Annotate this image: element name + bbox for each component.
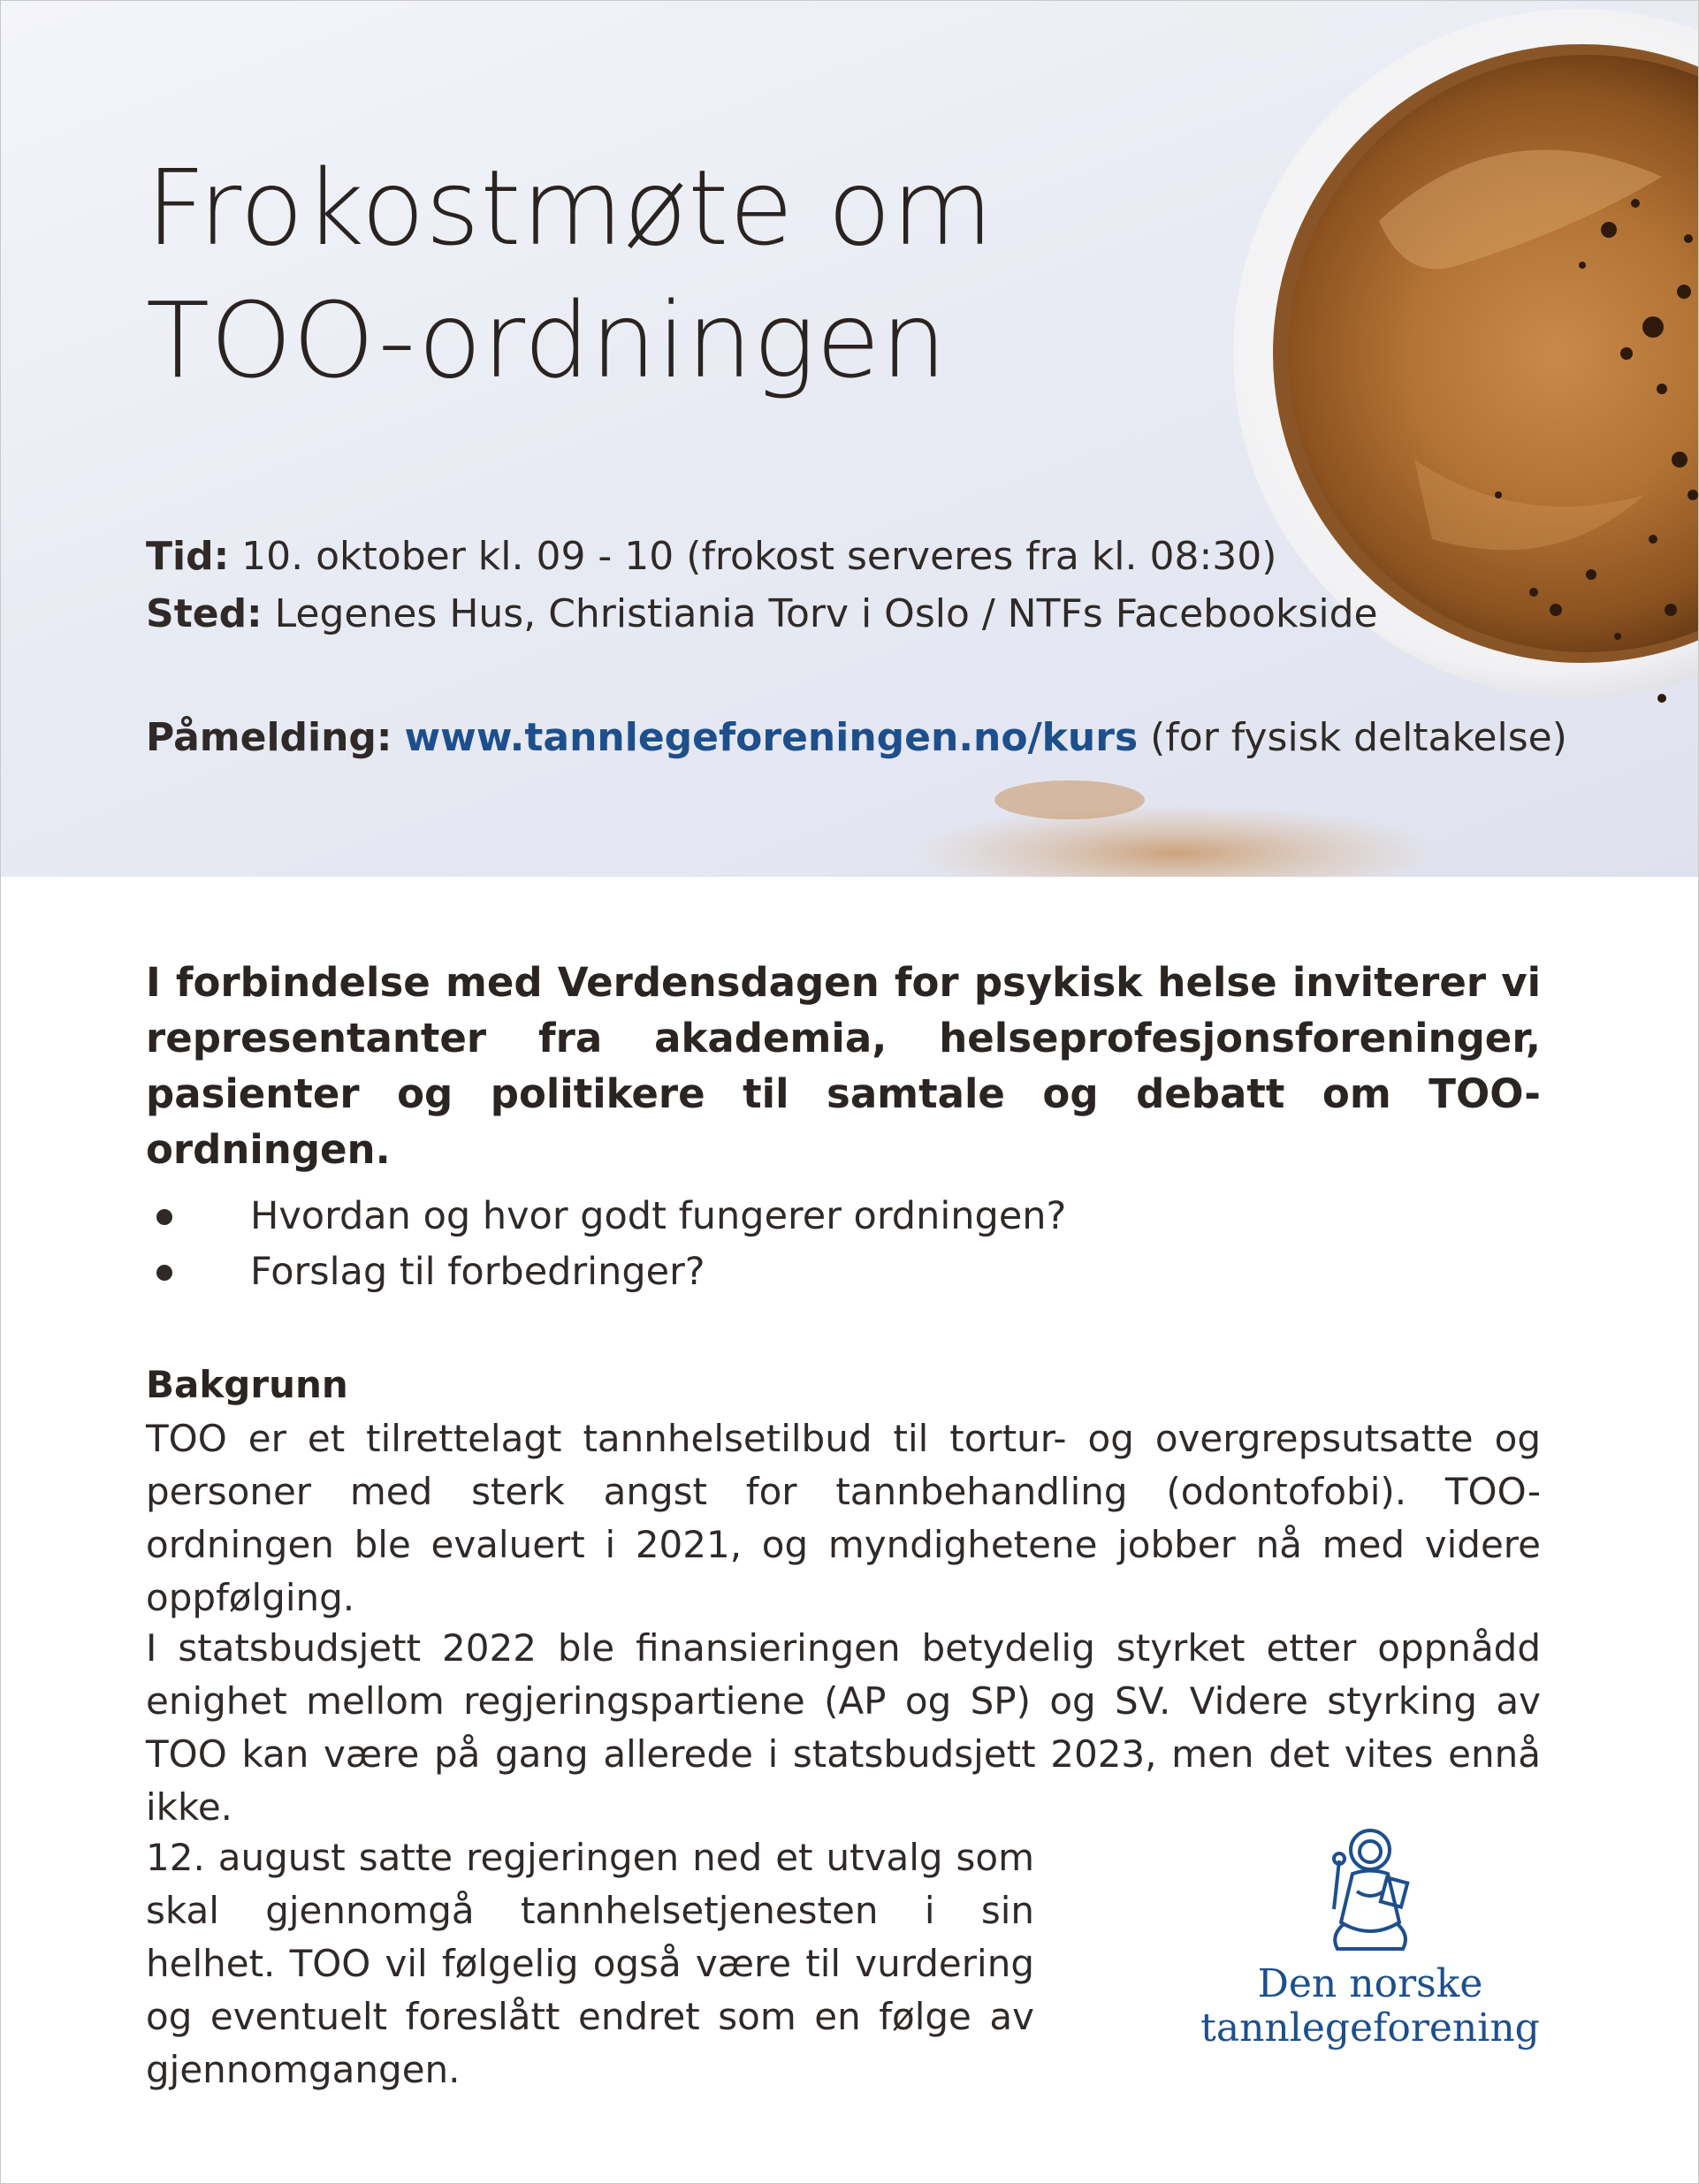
registration-link[interactable]: www.tannlegeforeningen.no/kurs [404,715,1139,760]
place-value: Legenes Hus, Christiania Torv i Oslo / NTFs Facebookside [262,591,1378,636]
title-line-2: TOO-ordningen [146,279,948,401]
background-paragraph-1: TOO er et tilrettelagt tannhelsetilbud til tortur- og overgrepsutsatte og personer med sterk angst for tannbehandling (odontofobi). TOO-ordningen ble evaluert i 2021, og myndighetene jobber nå med videre oppfølging. [146,1417,1541,1619]
saint-apollonia-icon [1322,1825,1419,1953]
page-title [146,141,1207,407]
logo-line-2: tannlegeforening [1200,2005,1540,2051]
background-paragraph-2: I statsbudsjett 2022 ble finansieringen betydelig styrket etter oppnådd enighet mellom regjeringspartiene (AP og SP) og SV. Videre styrking av TOO kan være på gang allerede i statsbudsjett 2023, men det vites ennå ikke. [146,1626,1541,1829]
organization-name [1193,1962,1547,2051]
time-value: 10. oktober kl. 09 - 10 (frokost serveres fra kl. 08:30) [229,534,1277,579]
logo-line-1: Den norske [1257,1961,1483,2006]
title-line-1: Frokostmøte om [146,147,994,269]
question-list [146,1189,1472,1300]
background-paragraph-3: 12. august satte regjeringen ned et utvalg som skal gjennomgå tannhelsetjenesten i sin helhet. TOO vil følgelig også være til vurdering og eventuelt foreslått endret som en følge av gjennomgangen. [146,1836,1034,2091]
registration-note: (for fysisk deltakelse) [1138,715,1567,760]
place-label: Sted: [146,591,263,636]
event-registration [146,712,1604,765]
lead-paragraph: I forbindelse med Verdensdagen for psykisk helse inviterer vi representanter fra akademia, helseprofesjonsforeninger, pasienter og politikere til samtale og debatt om TOO-ordningen. [146,959,1541,1173]
hero-banner [0,0,1699,877]
list-item: Hvordan og hvor godt fungerer ordningen? [146,1189,1472,1244]
time-label: Tid: [146,534,230,579]
event-place [146,588,1604,641]
organization-logo [1193,1825,1547,2073]
background-heading: Bakgrunn [146,1363,348,1406]
registration-label: Påmelding: [146,715,392,760]
event-time [146,530,1604,583]
list-item: Forslag til forbedringer? [146,1244,1472,1300]
